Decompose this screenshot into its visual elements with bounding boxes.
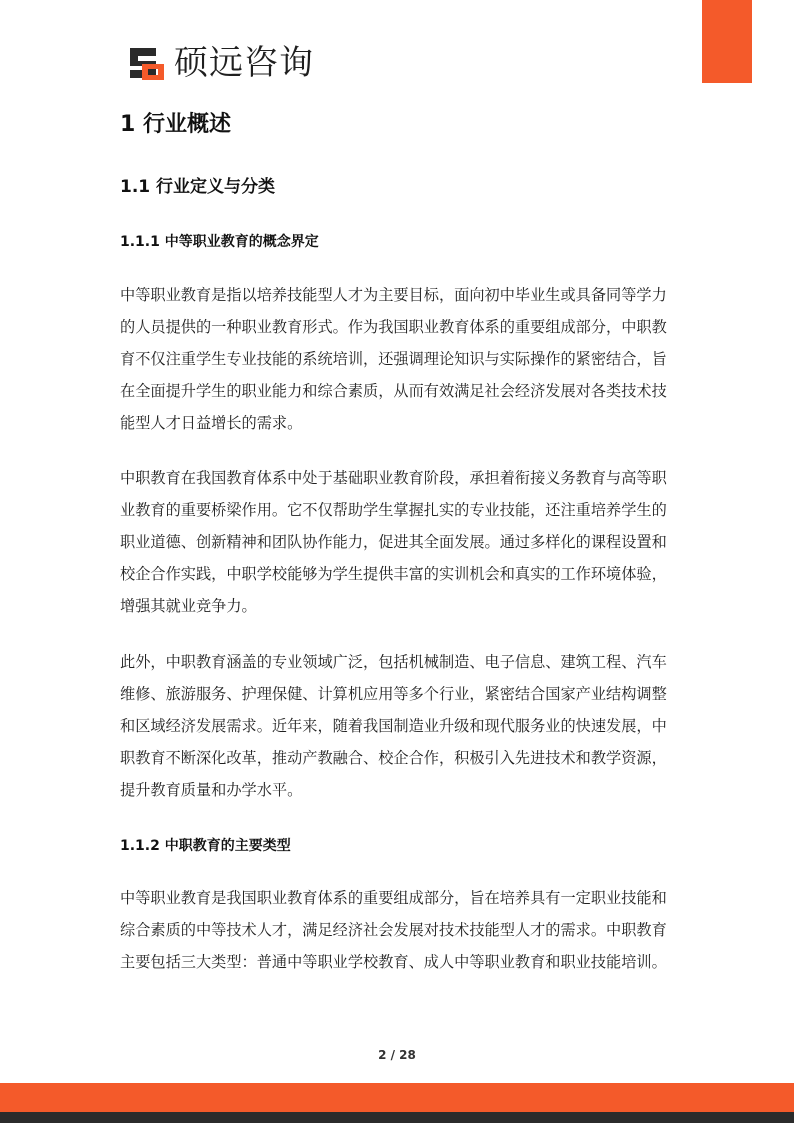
page-number: 2 / 28 [378, 1048, 416, 1062]
brand-name: 硕远咨询 [174, 43, 314, 83]
corner-accent-tab [702, 0, 752, 83]
footer-dark-bar [0, 1112, 794, 1123]
footer-accent-bar [0, 1083, 794, 1112]
section-heading: 1.1 行业定义与分类 [120, 177, 276, 197]
paragraph: 此外，中职教育涵盖的专业领域广泛，包括机械制造、电子信息、建筑工程、汽车维修、旅游服务、护理保健、计算机应用等多个行业，紧密结合国家产业结构调整和区域经济发展需求。近年来，随着我国制造业升级和现代服务业的快速发展，中职教育不断深化改革，推动产教融合、校企合作，积极引入先进技术和教学资源，提升教育质量和办学水平。 [120, 653, 667, 799]
paragraph: 中职教育在我国教育体系中处于基础职业教育阶段，承担着衔接义务教育与高等职业教育的重要桥梁作用。它不仅帮助学生掌握扎实的专业技能，还注重培养学生的职业道德、创新精神和团队协作能力，促进其全面发展。通过多样化的课程设置和校企合作实践，中职学校能够为学生提供丰富的实训机会和真实的工作环境体验，增强其就业竞争力。 [120, 469, 667, 615]
subsection-heading-1-1-1: 1.1.1 中等职业教育的概念界定 [120, 234, 319, 250]
brand-logo-icon [128, 44, 166, 82]
paragraph: 中等职业教育是我国职业教育体系的重要组成部分，旨在培养具有一定职业技能和综合素质的中等技术人才，满足经济社会发展对技术技能型人才的需求。中职教育主要包括三大类型：普通中等职业学校教育、成人中等职业教育和职业技能培训。 [120, 889, 667, 971]
brand-logo [128, 44, 314, 82]
paragraph: 中等职业教育是指以培养技能型人才为主要目标，面向初中毕业生或具备同等学力的人员提供的一种职业教育形式。作为我国职业教育体系的重要组成部分，中职教育不仅注重学生专业技能的系统培训，还强调理论知识与实际操作的紧密结合，旨在全面提升学生的职业能力和综合素质，从而有效满足社会经济发展对各类技术技能型人才日益增长的需求。 [120, 286, 667, 432]
chapter-heading: 1 行业概述 [120, 112, 231, 137]
subsection-heading-1-1-2: 1.1.2 中职教育的主要类型 [120, 838, 291, 854]
